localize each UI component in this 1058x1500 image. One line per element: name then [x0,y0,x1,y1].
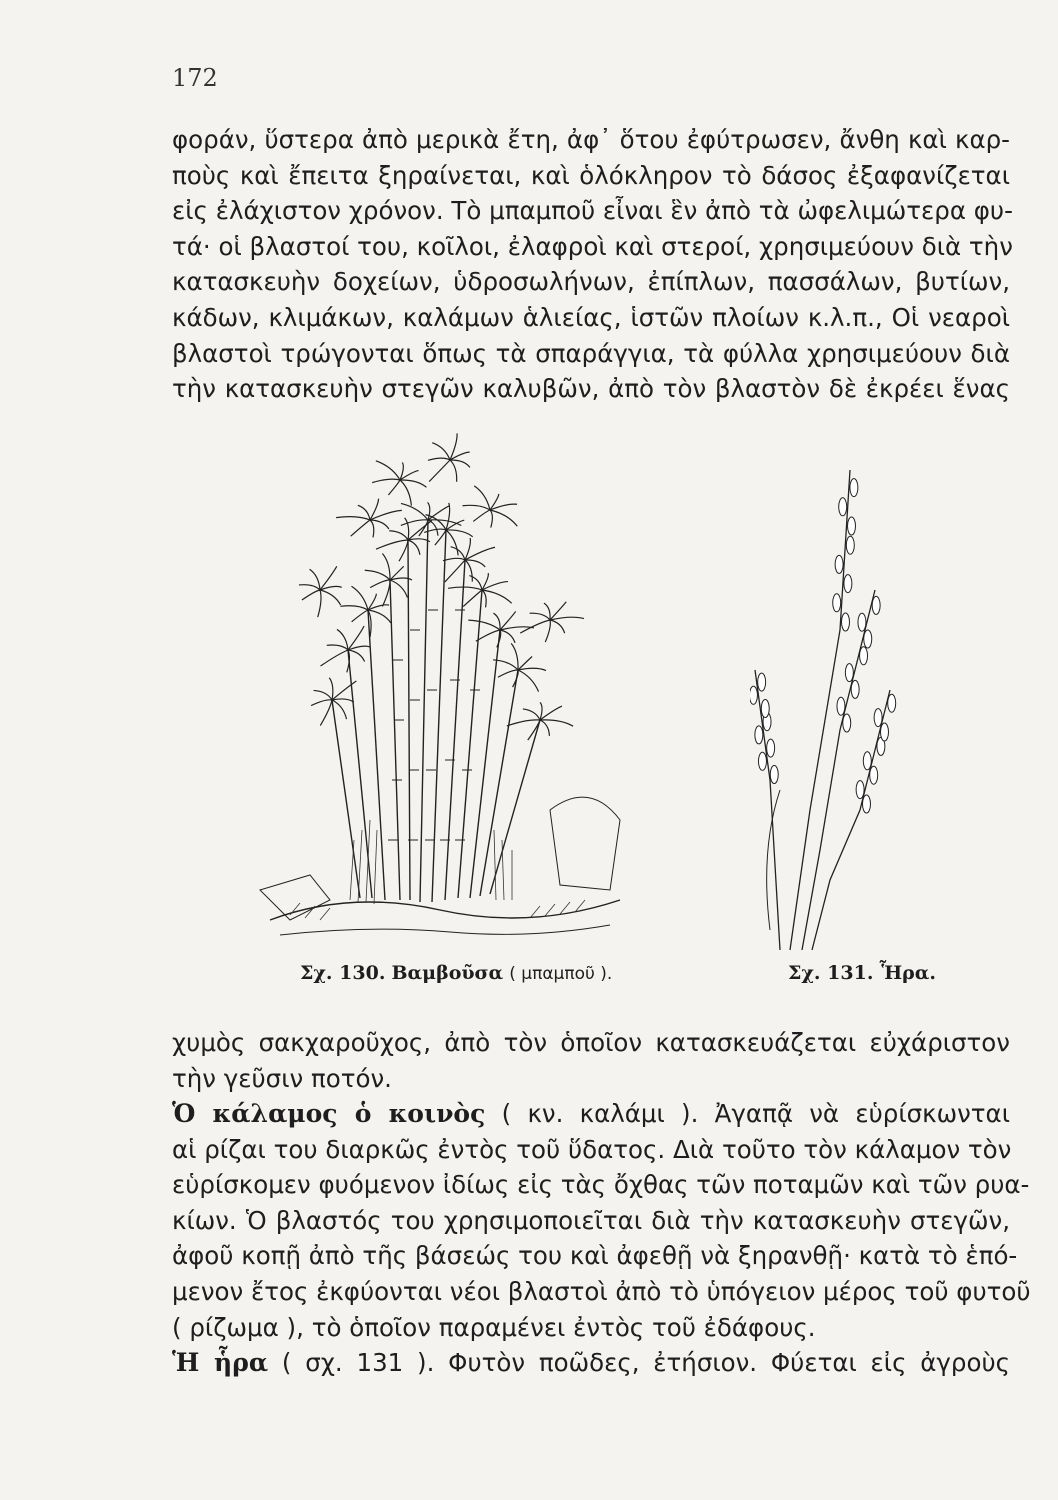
spikelet [851,680,859,698]
bamboo-leaf [490,510,492,528]
bamboo-leaf [445,560,465,582]
bamboo-leaf [473,510,490,521]
spikelet [860,647,868,665]
figure-note: ( μπαμποῦ ). [509,964,613,984]
text-fragment: ( κν. καλάμι ). Ἀγαπᾷ νὰ εὑρίσκωνται [501,1099,1010,1128]
spikelet [888,694,896,712]
text-line: αἱ ρίζαι του διαρκῶς ἐντὸς τοῦ ὕδατος. Διὰ τοῦτο τὸν κάλαμον τὸν [172,1134,1012,1164]
bamboo-leaf [450,460,457,482]
text-line: ( ρίζωμα ), τὸ ὁποῖον παραμένει ἐντὸς τοῦ ἐδάφους. [172,1312,816,1342]
text-line: εἰς ἐλάχιστον χρόνον. Τὸ μπαμποῦ εἶναι ἓν ἀπὸ τὰ ὠφελιμώτερα φυ- [172,196,1013,226]
bamboo-leaf [518,668,546,670]
figure-name: Ἧρα. [879,962,937,984]
page-number: 172 [172,64,218,92]
spikelet [750,686,757,704]
bamboo-leaf [382,553,390,580]
bamboo-leaf [327,645,348,650]
text-line: κατασκευὴν δοχείων, ὑδροσωλήνων, ἐπίπλων, πασσάλων, βυτίων, [172,267,1010,297]
text-line: βλαστοὶ τρώγονται ὅπως τὰ σπαράγγια, τὰ φύλλα χρησιμεύουν διὰ [172,338,1010,368]
bamboo-leaf [498,670,518,677]
bamboo-leaf [528,720,540,740]
bamboo-leaf [428,458,450,460]
bamboo-leaf [450,433,457,460]
bamboo-leaf [465,538,470,560]
bamboo-leaf [507,720,540,726]
bamboo-leaf [348,650,365,662]
spikelet [848,517,856,535]
paragraph-1 [172,122,1013,407]
bamboo-leaf [540,706,562,720]
spikelet [835,555,843,573]
bamboo-leaf [318,590,321,617]
text-line: τὴν κατασκευὴν στεγῶν καλυβῶν, ἀπὸ τὸν βλαστὸν δὲ ἐκρέει ἕνας [172,374,1010,404]
bamboo-leaf [352,610,368,622]
bamboo-leaf [321,650,348,666]
bamboo-leaf [365,570,390,580]
bamboo-leaf [448,587,482,590]
bamboo-leaf [482,590,486,607]
bamboo-leaf [463,505,490,510]
bamboo-leaf [351,520,370,536]
spikelet [863,795,871,813]
bamboo-leaf [320,586,342,590]
section-heading: Ὁ κάλαμος ὁ κοινὸς [172,1099,486,1128]
text-line: μενον ἔτος ἐκφύονται νέοι βλαστοὶ ἀπὸ τὸ ὑπόγειον μέρος τοῦ φυτοῦ [172,1276,1031,1306]
figure-130-caption [300,962,612,984]
spikelet [758,752,766,770]
bamboo-leaf [311,700,332,706]
spikelet [767,739,775,757]
spikelet [858,613,866,631]
text-line [172,1345,1010,1381]
spikelet [842,613,850,631]
bamboo-leaf [518,670,539,692]
bamboo-leaf [443,558,465,560]
text-line: τά· οἱ βλαστοί του, κοῖλοι, ἐλαφροὶ καὶ στεροί, χρησιμεύουν διὰ τὴν [172,231,1013,261]
spikelet [839,498,847,516]
figure-name: Βαμβοῦσα [391,962,504,984]
bamboo-leaf [530,613,550,620]
bamboo-leaf [370,580,390,588]
text-line: φοράν, ὕστερα ἀπὸ μερικὰ ἔτη, ἀφ᾽ ὅτου ἐφύτρωσεν, ἄνθη καὶ καρ- [172,125,1010,154]
section-heading: Ἡ ἧρα [172,1348,269,1378]
bamboo-leaf [419,520,428,536]
bamboo-leaf [446,530,458,555]
text-line: ποὺς καὶ ἔπειτα ξηραίνεται, καὶ ὁλόκληρον τὸ δάσος ἐξαφανίζεται [172,160,1010,190]
spikelet [870,766,878,784]
bamboo-leaf [376,540,408,549]
bamboo-leaf [372,479,400,483]
ira-illustration [750,430,920,960]
spikelet [864,630,872,648]
bamboo-leaf [320,590,341,605]
text-line: εὑρίσκομεν φυόμενον ἰδίως εἰς τὰς ὄχθας τῶν ποταμῶν καὶ τῶν ρυα- [172,1170,1030,1200]
bamboo-leaf [376,461,400,480]
spikelet [846,536,854,554]
bamboo-leaf [399,540,408,561]
text-line: τὴν γεῦσιν ποτόν. [172,1063,392,1093]
figure-131-caption [788,962,936,984]
bamboo-leaf [435,530,446,545]
text-line [172,1096,1010,1132]
bamboo-leaf [314,690,332,700]
spikelet [850,479,858,497]
bamboo-leaf [428,506,450,520]
bamboo-leaf [490,510,517,526]
paragraph-2 [172,1025,1010,1096]
text-fragment: ( σχ. 131 ). Φυτὸν ποῶδες, ἐτήσιον. Φύεται εἰς ἀγροὺς [281,1348,1011,1378]
bamboo-illustration [250,420,630,960]
spikelet [881,723,889,741]
bamboo-leaf [550,617,584,620]
spikelet [863,752,871,770]
spikelet [833,594,841,612]
bamboo-leaf [540,702,542,720]
text-line: κίων. Ὁ βλαστός του χρησιμοποιεῖται διὰ τὴν κατασκευὴν στεγῶν, [172,1205,1010,1235]
bamboo-leaf [468,620,500,630]
bamboo-leaf [500,630,515,643]
bamboo-leaf [523,709,540,720]
bamboo-leaf [348,646,370,650]
bamboo-leaf [465,560,472,582]
spikelet [845,664,853,682]
bamboo-leaf [388,480,400,495]
paragraph-3 [172,1096,1031,1381]
spikelet [758,673,766,691]
bamboo-leaf [408,540,420,555]
bamboo-leaf [336,517,370,520]
text-line: ἀφοῦ κοπῇ ἀπὸ τῆς βάσεώς του καὶ ἀφεθῇ νὰ ξηρανθῇ· κατὰ τὸ ἑπό- [172,1241,1018,1271]
bamboo-leaf [400,463,403,480]
bamboo-leaf [429,460,450,482]
spikelet [770,766,778,784]
bamboo-leaf [382,580,390,607]
bamboo-leaf [299,585,320,590]
bamboo-leaf [550,620,565,633]
bamboo-leaf [540,720,549,736]
spikelet [843,714,851,732]
bamboo-leaf [389,531,408,540]
bamboo-leaf [401,520,428,526]
spikelet [874,709,882,727]
text-line: χυμὸς σακχαροῦχος, ἀπὸ τὸν ὁποῖον κατασκευάζεται εὐχάριστον [172,1028,1010,1057]
bamboo-leaf [432,443,450,460]
spikelet [872,596,880,614]
spikelet [856,781,864,799]
text-line: κάδων, κλιμάκων, καλάμων ἁλιείας, ἱστῶν πλοίων κ.λ.π., Οἱ νεαροὶ [172,302,1010,332]
figure-number: Σχ. 130. [300,962,386,984]
bamboo-leaf [463,590,482,607]
bamboo-leaf [340,606,368,610]
figure-number: Σχ. 131. [788,962,874,984]
spikelet [755,726,763,744]
spikelet [761,700,769,718]
bamboo-leaf [302,590,320,600]
bamboo-leaf [390,580,407,598]
bamboo-leaf [545,620,550,642]
bamboo-leaf [428,502,430,520]
bamboo-leaf [370,520,374,537]
spikelet [844,575,852,593]
bamboo-leaf [320,700,332,726]
spikelet [837,697,845,715]
bamboo-leaf [400,480,411,506]
